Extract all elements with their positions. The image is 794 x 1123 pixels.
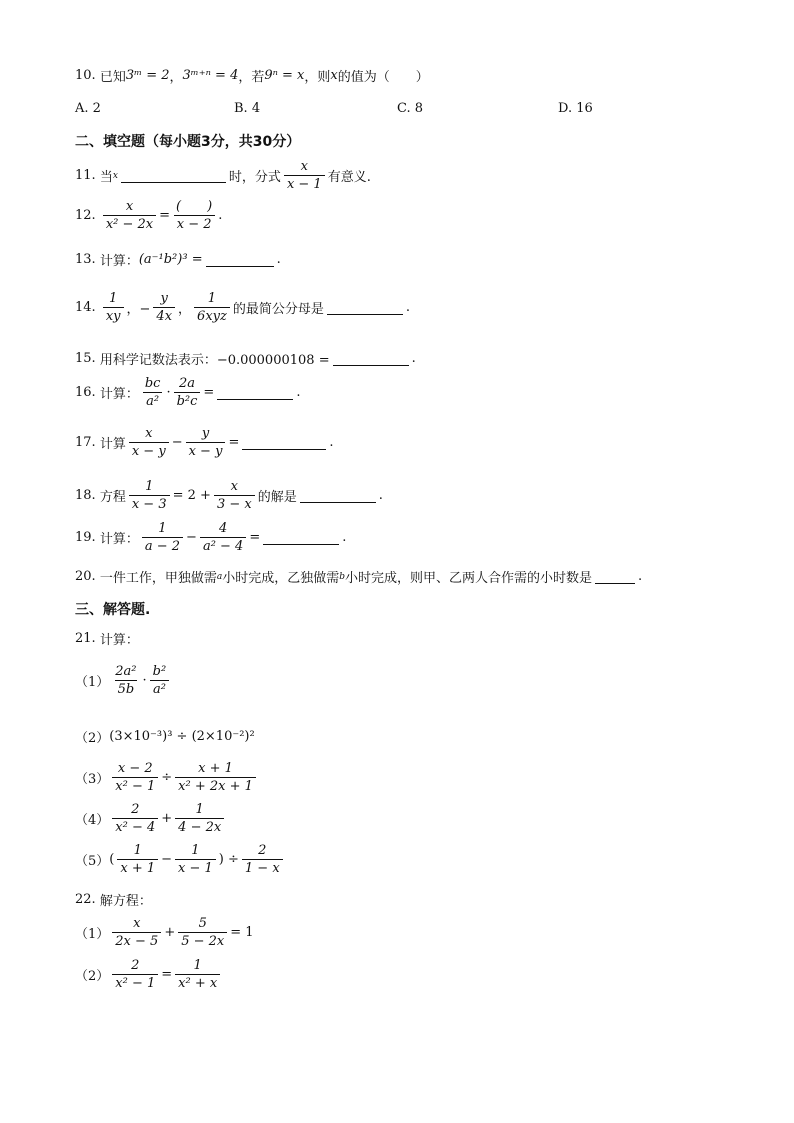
math-op: =: [203, 385, 215, 400]
question-10: [75, 66, 429, 85]
question-text: .: [329, 435, 334, 450]
q21-part-5: [75, 843, 286, 876]
question-text: ，则: [304, 70, 331, 85]
question-18: [75, 479, 383, 512]
question-text: 计算: [99, 437, 126, 452]
math-expr: 3ᵐ⁺ⁿ = 4: [182, 68, 239, 83]
math-var: x: [112, 170, 118, 181]
question-text: 时，分式: [228, 170, 281, 185]
math-op: (: [109, 852, 115, 867]
answer-blank: [300, 488, 376, 503]
math-op: =: [191, 252, 203, 267]
q22-part-1: [75, 916, 254, 949]
question-number: 22.: [75, 892, 96, 907]
math-var: b: [339, 571, 345, 582]
part-label: （5）: [75, 854, 110, 869]
q21-part-4: [75, 802, 227, 835]
question-number: 12.: [75, 208, 96, 223]
answer-blank: [242, 435, 326, 450]
math-expr: 3ᵐ = 2: [125, 68, 170, 83]
question-text: 的最简公分母是: [232, 302, 324, 317]
question-text: 小时完成，则甲、乙两人合作需的小时数是: [345, 571, 593, 586]
section-heading: 三、解答题.: [75, 602, 151, 618]
math-op: −: [161, 852, 173, 867]
fraction: $\frac{x}{x - y}$: [129, 426, 169, 459]
question-text: 解方程：: [99, 894, 152, 909]
answer-blank: [327, 300, 403, 315]
math-op: = 2 +: [172, 488, 211, 503]
math-op: ·: [142, 673, 147, 688]
question-text: 计算：: [99, 532, 139, 547]
fraction: $\frac{bc}{\text{a²}}$: [144, 376, 161, 409]
answer-blank: [121, 168, 226, 183]
question-text: .: [405, 300, 410, 315]
fraction: $\frac{1}{\text{x² + x}}$: [175, 958, 220, 991]
question-text: 用科学记数法表示：−0.000000108 =: [99, 353, 330, 368]
question-text: .: [276, 252, 281, 267]
option-b: B. 4: [234, 101, 261, 116]
question-text: 计算：: [99, 387, 139, 402]
question-number: 16.: [75, 385, 96, 400]
question-number: 11.: [75, 168, 96, 183]
question-number: 19.: [75, 530, 96, 545]
question-17: [75, 426, 333, 459]
option-c: C. 8: [397, 101, 424, 116]
fraction: $\frac{1}{x - 3}$: [129, 479, 170, 512]
math-var: x: [330, 68, 338, 83]
q21-part-2: [75, 727, 255, 746]
fraction: $\frac{1}{4 - 2x}$: [175, 802, 224, 835]
math-op: ，: [178, 302, 192, 317]
part-label: （1）: [75, 927, 110, 942]
question-number: 20.: [75, 569, 96, 584]
fraction: $\frac{1}{xy}$: [103, 291, 124, 324]
question-22: [75, 890, 152, 909]
fraction: $\frac{x + 1}{\text{x² + 2x + 1}}$: [175, 761, 256, 794]
question-text: .: [342, 530, 347, 545]
math-op: =: [161, 967, 173, 982]
answer-blank: [206, 252, 274, 267]
question-16: [75, 376, 300, 409]
question-text: 一件工作，甲独做需: [99, 571, 217, 586]
option-a: A. 2: [75, 101, 101, 116]
fraction: $\frac{4}{\text{a² − 4}}$: [200, 521, 246, 554]
math-op: +: [164, 925, 176, 940]
question-number: 10.: [75, 68, 96, 83]
question-number: 21.: [75, 631, 96, 646]
math-op: =: [159, 208, 171, 223]
question-number: 18.: [75, 488, 96, 503]
math-op: −: [171, 435, 183, 450]
math-var: a: [216, 571, 223, 582]
fraction: $\frac{y}{x - y}$: [186, 426, 226, 459]
question-text: 小时完成，乙独做需: [222, 571, 340, 586]
question-text: 已知: [99, 70, 126, 85]
math-expr: (a⁻¹b²)³: [138, 252, 188, 267]
fraction: $\frac{1}{x - 1}$: [175, 843, 216, 876]
question-19: [75, 521, 346, 554]
question-21: [75, 629, 139, 648]
question-text: .: [378, 488, 383, 503]
math-op: =: [249, 530, 261, 545]
fraction: $\frac{2}{1 - x}$: [242, 843, 283, 876]
question-number: 15.: [75, 351, 96, 366]
fraction: $\frac{y}{4x}$: [153, 291, 175, 324]
math-op: = 1: [230, 925, 254, 940]
q21-part-1: [75, 664, 172, 697]
fraction: $\frac{x}{3 - x}$: [214, 479, 255, 512]
math-expr: 9ⁿ = x: [264, 68, 305, 83]
question-text: 方程: [99, 490, 126, 505]
part-label: （1）: [75, 675, 110, 690]
math-op: ，−: [126, 302, 151, 317]
q21-part-3: [75, 761, 259, 794]
question-11: [75, 159, 371, 192]
question-text: ，若: [238, 70, 265, 85]
part-label: （3）: [75, 772, 110, 787]
fraction: $\frac{x}{2x - 5}$: [112, 916, 161, 949]
fraction: $\frac{2a}{\text{b²c}}$: [174, 376, 201, 409]
math-op: ÷: [161, 770, 173, 785]
question-text: 当: [99, 170, 113, 185]
fraction: $\frac{\text{b²}}{\text{a²}}$: [150, 664, 170, 697]
math-expr: (3×10⁻³)³ ÷ (2×10⁻²)²: [109, 729, 255, 744]
question-text: .: [218, 208, 223, 223]
math-op: −: [186, 530, 197, 545]
question-text: 的解是: [257, 490, 297, 505]
part-label: （2）: [75, 731, 110, 746]
question-text: ，: [169, 70, 183, 85]
part-label: （2）: [75, 969, 110, 984]
math-op: =: [228, 435, 240, 450]
math-op: ·: [166, 385, 171, 400]
question-13: [75, 250, 281, 269]
math-op: ) ÷: [218, 852, 239, 867]
answer-blank: [263, 530, 339, 545]
question-text: 的值为（ ）: [337, 70, 429, 85]
question-12: [75, 199, 222, 232]
question-text: .: [296, 385, 301, 400]
fraction: $\frac{x}{\text{x² − 2x}}$: [103, 199, 156, 232]
fraction: $\frac{1}{x + 1}$: [117, 843, 158, 876]
math-op: +: [161, 811, 173, 826]
section-heading: 二、填空题（每小题3分，共30分）: [75, 134, 301, 150]
question-20: [75, 567, 642, 586]
q22-part-2: [75, 958, 223, 991]
question-text: .: [638, 569, 643, 584]
answer-blank: [595, 569, 635, 584]
fraction: $\frac{( )}{x - 2}$: [173, 199, 215, 232]
question-text: .: [411, 351, 416, 366]
fraction: $\frac{2}{\text{x² − 4}}$: [112, 802, 158, 835]
question-number: 17.: [75, 435, 96, 450]
option-d: D. 16: [558, 101, 593, 116]
answer-blank: [217, 385, 293, 400]
question-14: [75, 291, 410, 324]
fraction: $\frac{x}{x - 1}$: [284, 159, 325, 192]
fraction: $\frac{x - 2}{\text{x² − 1}}$: [112, 761, 158, 794]
question-number: 14.: [75, 300, 96, 315]
fraction: $\frac{1}{a - 2}$: [142, 521, 183, 554]
fraction: $\frac{1}{\text{6xyz}}$: [194, 291, 230, 324]
question-number: 13.: [75, 252, 96, 267]
question-text: 计算：: [99, 254, 139, 269]
fraction: $\frac{\text{2a²}}{5b}$: [115, 664, 137, 697]
question-15: [75, 349, 416, 368]
fraction: $\frac{5}{5 - 2x}$: [178, 916, 227, 949]
question-text: 计算：: [99, 633, 139, 648]
question-text: 有意义.: [327, 170, 371, 185]
answer-blank: [333, 351, 409, 366]
fraction: $\frac{2}{\text{x² − 1}}$: [112, 958, 158, 991]
part-label: （4）: [75, 813, 110, 828]
